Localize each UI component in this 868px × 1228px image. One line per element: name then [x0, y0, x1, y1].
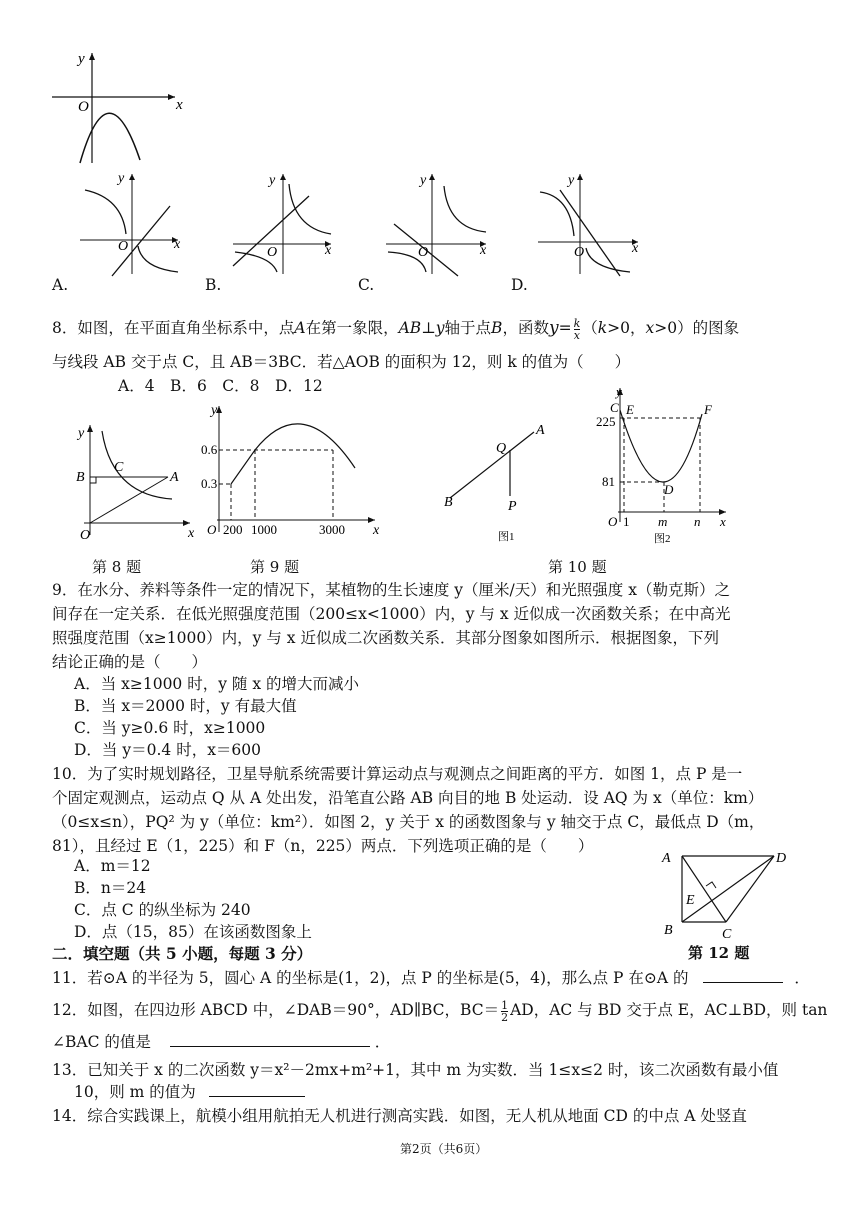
q9-option-d: D．当 y＝0.4 时，x＝600	[74, 741, 262, 759]
q10-line2: 个固定观测点，运动点 Q 从 A 处出发，沿笔直公路 AB 向目的地 B 处运动．设 AQ 为 x（单位：km）	[52, 789, 764, 807]
svg-text:图2: 图2	[654, 533, 671, 545]
svg-text:O: O	[118, 239, 129, 254]
svg-text:B: B	[444, 495, 453, 510]
svg-text:y: y	[211, 403, 218, 418]
svg-text:y: y	[616, 384, 622, 399]
option-label-d: D.	[511, 276, 528, 294]
q9-line3: 照强度范围（x≥1000）内，y 与 x 近似成二次函数关系．其部分图象如图所示．根据图象，下列	[52, 629, 719, 647]
svg-text:Q: Q	[496, 441, 507, 456]
option-label-c: C.	[358, 276, 375, 294]
svg-text:A: A	[662, 851, 671, 866]
svg-text:D: D	[664, 482, 674, 497]
option-c-graph	[380, 168, 500, 278]
origin-label: O	[78, 99, 89, 115]
svg-text:O: O	[80, 528, 91, 543]
svg-text:n: n	[694, 514, 701, 529]
svg-text:F: F	[704, 402, 712, 417]
caption-q8: 第 8 题	[92, 558, 142, 576]
caption-q12: 第 12 题	[688, 944, 750, 962]
q10-option-c: C．点 C 的纵坐标为 240	[74, 901, 251, 919]
svg-text:O: O	[608, 514, 618, 529]
q11-line: 11．若⊙A 的半径为 5，圆心 A 的坐标是(1，2)，点 P 的坐标是(5，4)，那么点 P 在⊙A 的 ．	[52, 969, 810, 987]
svg-text:O: O	[267, 245, 278, 260]
svg-text:图1: 图1	[498, 531, 515, 543]
axis-y-label: y	[78, 51, 85, 67]
svg-text:B: B	[664, 923, 673, 938]
q12-answer-blank[interactable]	[170, 1032, 370, 1047]
figure-10-1	[440, 420, 550, 543]
q9-line2: 间存在一定关系．在低光照强度范围（200≤x<1000）内，y 与 x 近似成一次函数关系；在中高光	[52, 605, 731, 623]
svg-text:x: x	[480, 243, 487, 258]
svg-text:y: y	[568, 173, 575, 188]
svg-text:y: y	[420, 173, 427, 188]
svg-text:y: y	[78, 426, 85, 441]
q9-option-b: B．当 x＝2000 时，y 有最大值	[74, 697, 297, 715]
axis-x-label: x	[176, 97, 183, 113]
fraction-one-half: $\frac{1}{2}$	[501, 998, 509, 1024]
q10-option-d: D．点（15，85）在该函数图象上	[74, 923, 312, 941]
figure-10-2	[592, 382, 732, 545]
svg-text:y: y	[118, 171, 125, 186]
option-b-graph	[225, 168, 345, 278]
section-2-title: 二．填空题（共 5 小题，每题 3 分）	[52, 944, 313, 963]
svg-text:C: C	[610, 400, 619, 415]
svg-text:C: C	[114, 460, 124, 475]
svg-text:x: x	[373, 523, 380, 538]
caption-q10: 第 10 题	[548, 558, 607, 576]
q9-option-c: C．当 y≥0.6 时，x≥1000	[74, 719, 266, 737]
svg-text:x: x	[720, 514, 726, 529]
q13-line1: 13．已知关于 x 的二次函数 y＝x²－2mx+m²+1，其中 m 为实数．当 1≤x≤2 时，该二次函数有最小值	[52, 1061, 779, 1079]
svg-text:1000: 1000	[251, 522, 277, 537]
q8-line2: 与线段 AB 交于点 C，且 AB＝3BC．若△AOB 的面积为 12，则 k 的值为（ ）	[52, 353, 631, 371]
svg-text:A: A	[536, 423, 545, 438]
option-d-graph	[530, 168, 650, 278]
svg-text:200: 200	[223, 522, 243, 537]
caption-q9: 第 9 题	[250, 558, 300, 576]
figure-9	[201, 400, 385, 540]
svg-text:x: x	[632, 241, 639, 256]
q8-line1: 8．如图，在平面直角坐标系中，点A在第一象限，AB⊥y轴于点B，函数y= $\frac{k}{x}$ （k>0，x>0）的图象	[52, 316, 740, 342]
svg-text:D: D	[776, 851, 787, 866]
q10-line3: （0≤x≤n），PQ² 为 y（单位：km²）．如图 2，y 关于 x 的函数图象与 y 轴交于点 C，最低点 D（m，	[52, 813, 765, 831]
fraction-k-over-x: $\frac{k}{x}$	[573, 316, 581, 342]
parabola-graph	[40, 45, 200, 170]
option-a-graph	[70, 168, 190, 278]
svg-text:O: O	[418, 245, 429, 260]
svg-text:1: 1	[623, 514, 630, 529]
svg-text:E: E	[686, 893, 695, 908]
svg-text:m: m	[658, 514, 668, 529]
svg-text:x: x	[325, 243, 332, 258]
svg-text:225: 225	[596, 414, 616, 429]
q10-option-b: B．n＝24	[74, 879, 147, 897]
q9-option-a: A．当 x≥1000 时，y 随 x 的增大而减小	[74, 675, 360, 693]
svg-text:B: B	[76, 470, 85, 485]
svg-text:E: E	[626, 402, 634, 417]
q13-answer-blank[interactable]	[209, 1082, 305, 1097]
q14-line1: 14．综合实践课上，航模小组用航拍无人机进行测高实践．如图，无人机从地面 CD 的中点 A 处竖直	[52, 1107, 747, 1125]
option-label-b: B.	[205, 276, 222, 294]
q11-answer-blank[interactable]	[703, 968, 783, 983]
q12-line2: ∠BAC 的值是 ．	[52, 1033, 391, 1051]
q10-option-a: A．m＝12	[74, 857, 151, 875]
svg-text:C: C	[722, 927, 732, 942]
svg-text:A: A	[170, 470, 179, 485]
q9-line1: 9．在水分、养料等条件一定的情况下，某植物的生长速度 y（厘米/天）和光照强度 x（勒克斯）之	[52, 581, 730, 599]
option-label-a: A.	[52, 276, 69, 294]
svg-text:x: x	[188, 526, 195, 541]
svg-text:O: O	[574, 245, 585, 260]
svg-text:3000: 3000	[319, 522, 345, 537]
svg-text:O: O	[207, 522, 217, 537]
page-footer: 第2页（共6页）	[400, 1142, 488, 1156]
figure-8	[62, 415, 202, 545]
svg-text:0.6: 0.6	[201, 442, 218, 457]
svg-text:81: 81	[602, 474, 615, 489]
q12-line1: 12．如图，在四边形 ABCD 中，∠DAB＝90°，AD∥BC，BC＝ $\frac{1}{2}$ AD，AC 与 BD 交于点 E，AC⊥BD，则 tan	[52, 998, 828, 1024]
svg-text:y: y	[269, 173, 276, 188]
svg-text:P: P	[508, 499, 517, 514]
q13-line2: 10，则 m 的值为	[74, 1080, 305, 1102]
svg-text:0.3: 0.3	[201, 476, 218, 491]
q8-options: A．4 B．6 C．8 D．12	[118, 377, 323, 395]
svg-text:x: x	[174, 237, 181, 252]
figure-12	[656, 846, 796, 941]
q10-line1: 10．为了实时规划路径，卫星导航系统需要计算运动点与观测点之间距离的平方．如图 1，点 P 是一	[52, 765, 743, 783]
q9-line4: 结论正确的是（ ）	[52, 653, 208, 671]
q10-line4: 81），且经过 E（1，225）和 F（n，225）两点．下列选项正确的是（ ）	[52, 837, 594, 855]
